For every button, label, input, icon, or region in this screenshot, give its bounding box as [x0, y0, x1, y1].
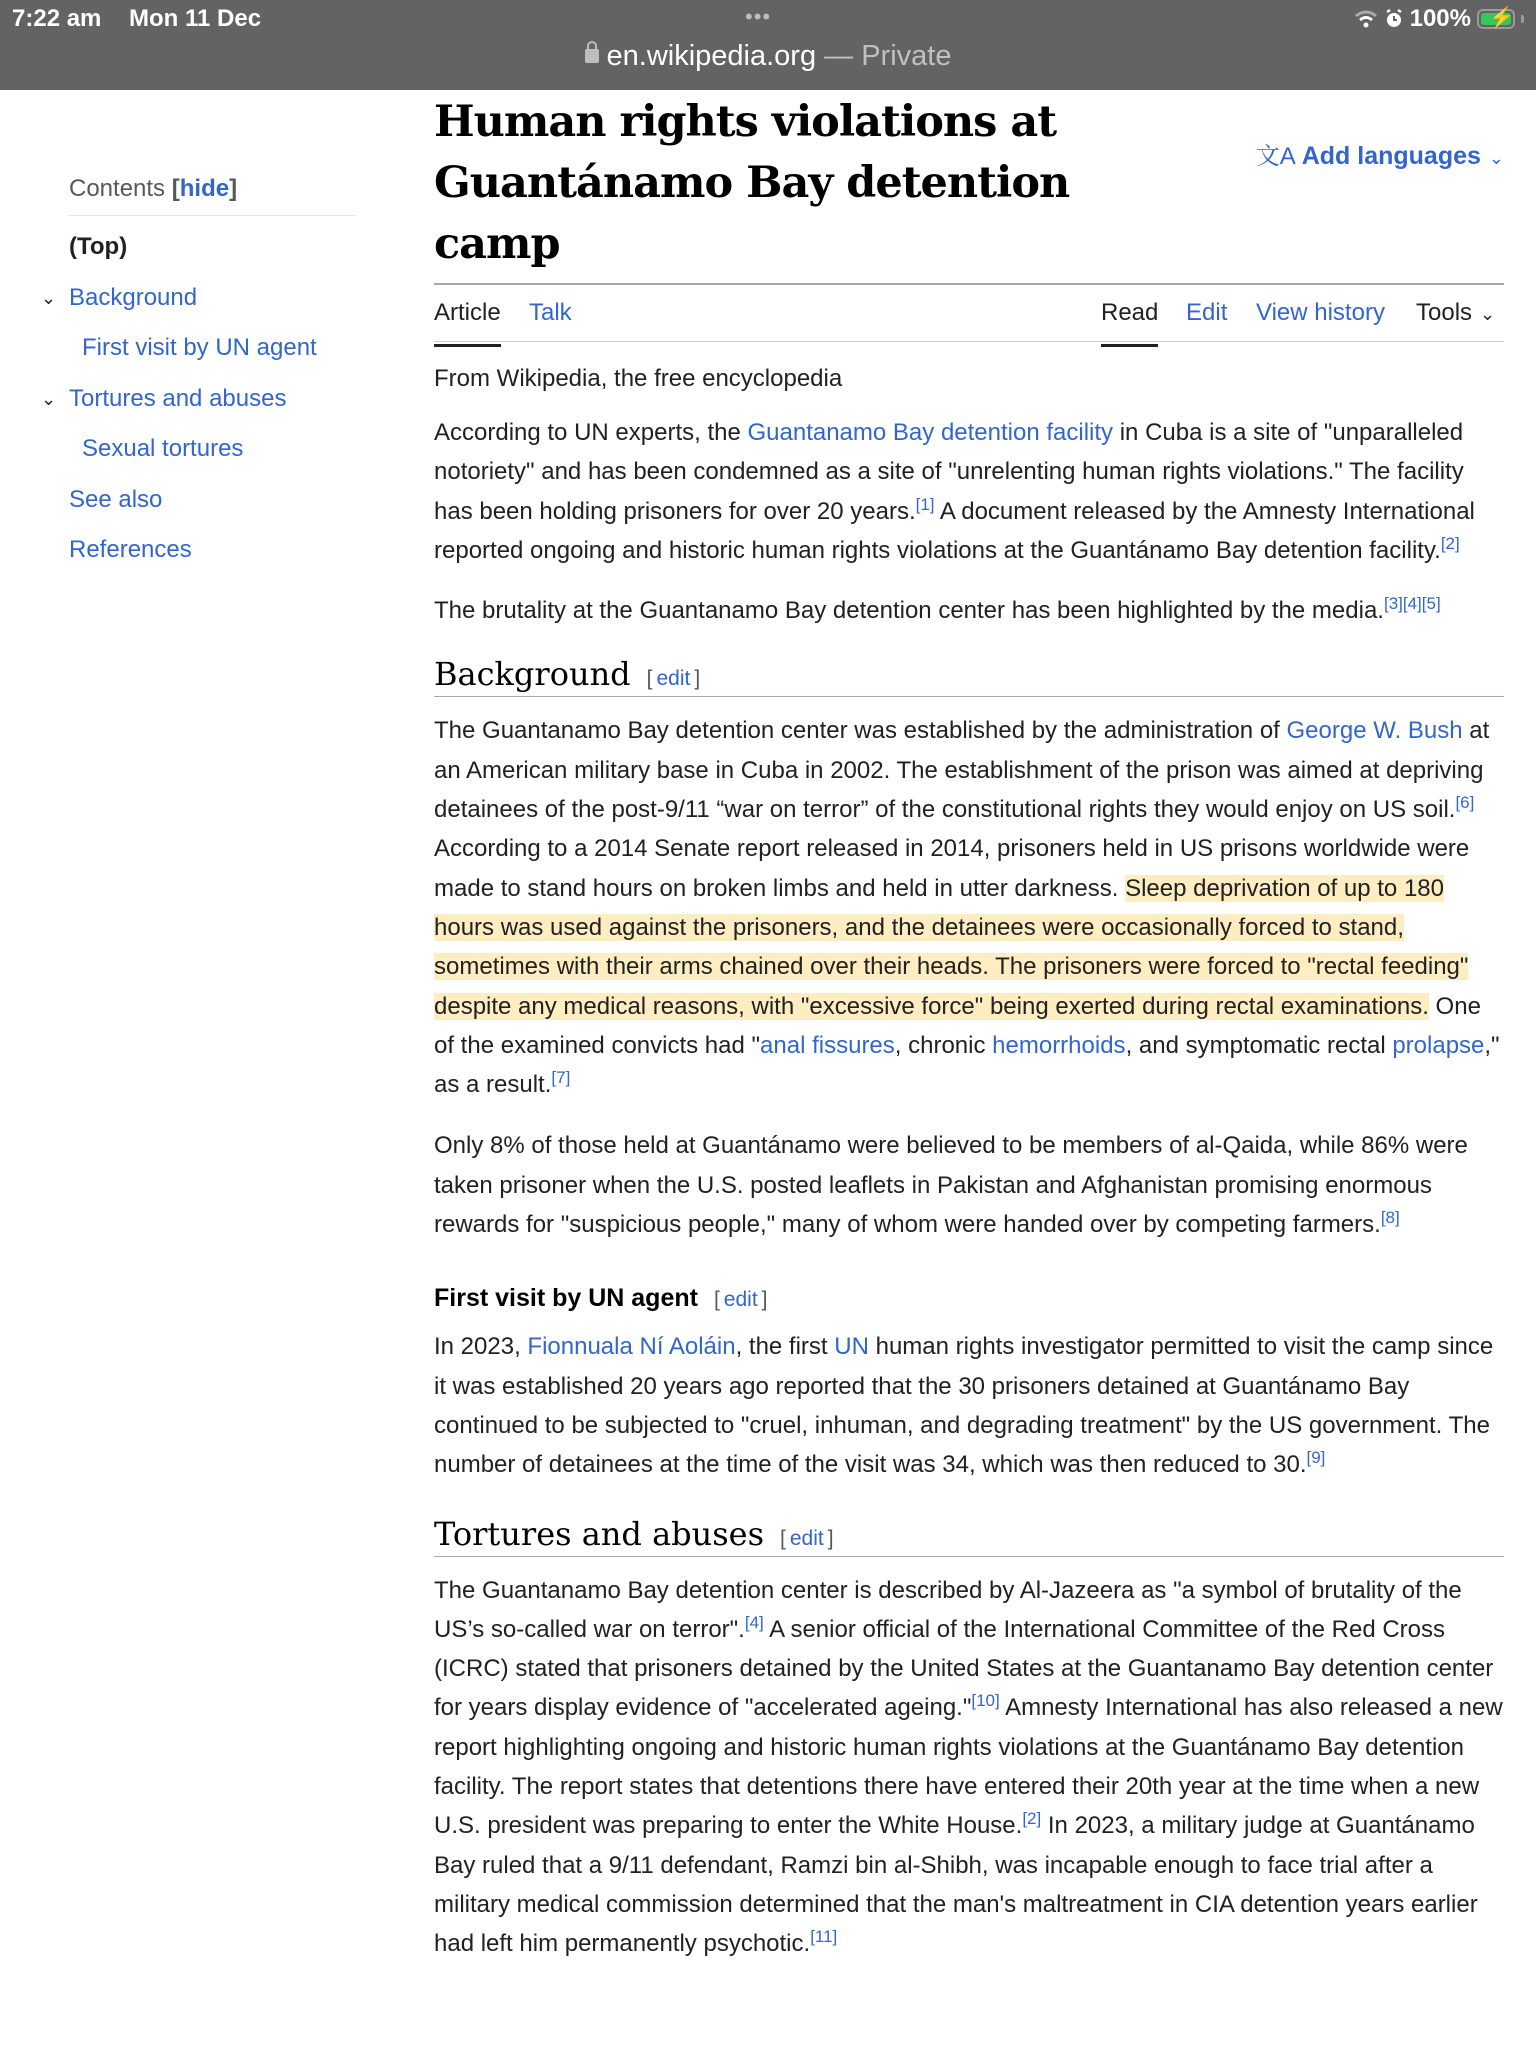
citation [1307, 1448, 1326, 1467]
toc-item-label: Tortures and abuses [69, 384, 287, 412]
citation [916, 495, 935, 514]
ref-9[interactable]: [9] [1306, 1448, 1326, 1468]
toc-bracket-open: [ [171, 175, 180, 202]
title-line-1: Human rights violations at [434, 97, 1057, 147]
intro-paragraph-1 [434, 413, 1504, 570]
chevron-down-icon: ⌄ [1480, 304, 1496, 324]
link-guantanamo-facility[interactable]: Guantanamo Bay detention facility [747, 419, 1114, 446]
edit-link[interactable]: edit [656, 667, 691, 691]
multitasking-dots[interactable]: ••• [745, 4, 772, 29]
text-run: Only 8% of those held at Guantánamo were believed to be members of al-Qaida, while 86% were taken prisoner when the U.S. posted leaflets in Pakistan and Afghanistan promising enormous rewards for "suspicious people," many of whom were handed over by competing farmers. [434, 1132, 1468, 1239]
page-title [434, 92, 1154, 275]
section-heading-background [434, 655, 1504, 697]
alarm-icon [1384, 8, 1404, 30]
status-time: 7:22 am [12, 5, 102, 32]
ref-1[interactable]: [1] [915, 494, 935, 514]
tagline: From Wikipedia, the free encyclopedia [434, 365, 843, 392]
text-run: One of the examined convicts had " [434, 992, 1481, 1059]
citation [1455, 793, 1474, 812]
text-run: According to a 2014 Senate report released in 2014, prisoners held in US prisons worldwide were made to stand hours on broken limbs and held in utter darkness. [434, 835, 1470, 902]
link-george-w-bush[interactable]: George W. Bush [1286, 717, 1463, 745]
tortures-paragraph [434, 1571, 1504, 1964]
text-run: A document released by the Amnesty International reported ongoing and historic human rights violations at the Guantánamo Bay detention facility. [434, 497, 1475, 564]
toc-item-top[interactable]: (Top) [69, 233, 128, 260]
highlighted-text: Sleep deprivation of up to 180 hours was used against the prisoners, and the detainees were occasionally forced to stand, sometimes with their arms chained over their heads. The prisoners were forced to "rectal feeding" despite any medical reasons, with "excessive force" being exerted during rectal examinations. [434, 874, 1469, 1020]
ref-10[interactable]: [10] [971, 1691, 1000, 1711]
text-run: In 2023, a military judge at Guantánamo Bay ruled that a 9/11 defendant, Ramzi bin al-Shibh, was incapable enough to face trial after a military medical commission determined that the man's maltreatment in CIA detention years earlier had left him permanently psychotic. [434, 1812, 1478, 1958]
ref-6[interactable]: [6] [1455, 793, 1475, 813]
background-paragraph-1 [434, 711, 1504, 1104]
lock-icon [585, 49, 599, 63]
edit-section-tortures: [ edit ] [780, 1526, 834, 1550]
link-fionnuala-ni-aolain[interactable]: Fionnuala Ní Aoláin [527, 1333, 736, 1361]
edit-section-first-visit: [ edit ] [713, 1288, 768, 1312]
url-host: en.wikipedia.org [606, 40, 817, 72]
toc-hide-button[interactable]: hide [179, 175, 230, 202]
text-run: First visit by UN agent [434, 1284, 698, 1313]
ref-5[interactable]: [5] [1421, 594, 1441, 614]
text-run: In 2023, [434, 1333, 528, 1361]
citation [1441, 534, 1460, 553]
link-un[interactable]: UN [834, 1333, 869, 1361]
status-bar [0, 0, 1536, 90]
tools-label: Tools [1416, 299, 1473, 326]
status-indicators [1354, 5, 1524, 33]
citation [1022, 1809, 1041, 1828]
toc-title: Contents [69, 175, 166, 202]
tab-article[interactable]: Article [434, 299, 501, 326]
text-run: The brutality at the Guantanamo Bay detention center has been highlighted by the media. [434, 597, 1384, 625]
text-run: , and symptomatic rectal [1125, 1031, 1393, 1059]
intro-paragraph-2 [434, 591, 1504, 630]
chevron-down-icon[interactable]: ⌄ [41, 388, 57, 409]
section-heading-first-visit [434, 1284, 1504, 1313]
text-run: Amnesty International has also released a new report highlighting ongoing and historic human rights violations at the Guantánamo Bay detention facility. The report states that detentions there have entered their 20th year at the time when a new U.S. president was preparing to enter the White House. [434, 1694, 1503, 1840]
citation [745, 1613, 764, 1632]
tab-talk[interactable]: Talk [529, 299, 572, 326]
citation [810, 1927, 837, 1946]
private-label: — Private [816, 40, 952, 72]
add-languages-button[interactable] [1256, 136, 1504, 171]
text-run: , the first [735, 1333, 835, 1361]
citation [551, 1068, 570, 1087]
translate-icon: 文A [1255, 143, 1296, 170]
chevron-down-icon[interactable]: ⌄ [41, 287, 57, 308]
toc-item-label: Background [69, 283, 198, 311]
address-bar[interactable] [0, 40, 1536, 73]
chevron-down-icon: ⌄ [1488, 148, 1504, 168]
tools-menu[interactable] [1416, 299, 1495, 327]
ref-7[interactable]: [7] [551, 1068, 571, 1088]
article [434, 92, 1504, 1964]
toc-item-see-also[interactable]: See also [69, 485, 163, 513]
toc-item-background[interactable] [41, 273, 355, 324]
tab-edit[interactable]: Edit [1186, 299, 1228, 326]
text-run: According to UN experts, the [434, 419, 748, 446]
battery-nub [1521, 15, 1524, 23]
text-run: in Cuba is a site of "unparalleled notoriety" and has been condemned as a site of "unrelenting human rights violations." The facility has been holding prisoners for over 20 years. [434, 419, 1464, 525]
status-date: Mon 11 Dec [129, 5, 262, 32]
toc-item-first-visit[interactable]: First visit by UN agent [82, 334, 317, 361]
ref-2[interactable]: [2] [1440, 533, 1460, 553]
text-run: Tortures and abuses [434, 1514, 765, 1553]
wifi-icon [1354, 9, 1378, 29]
toc-item-tortures[interactable] [41, 374, 355, 425]
text-run: The Guantanamo Bay detention center was established by the administration of [434, 717, 1287, 745]
battery-charging-icon: ⚡ [1477, 9, 1515, 29]
text-run: The Guantanamo Bay detention center is described by Al-Jazeera as "a symbol of brutality of the US’s so-called war on terror". [434, 1576, 1462, 1643]
title-line-2: Guantánamo Bay detention camp [434, 158, 1070, 269]
ref-2[interactable]: [2] [1022, 1809, 1042, 1829]
toc-item-references[interactable]: References [69, 536, 192, 563]
text-run: A senior official of the International Committee of the Red Cross (ICRC) stated that prisoners detained by the United States at the Guantanamo Bay detention center for years display evidence of "accelerated ageing." [434, 1615, 1494, 1722]
background-paragraph-2 [434, 1126, 1504, 1244]
link-hemorrhoids[interactable]: hemorrhoids [992, 1031, 1126, 1059]
edit-link[interactable]: edit [723, 1288, 758, 1312]
link-anal-fissures[interactable]: anal fissures [760, 1031, 895, 1059]
battery-percent: 100% [1409, 5, 1471, 32]
ref-11[interactable]: [11] [810, 1927, 838, 1947]
edit-link[interactable]: edit [789, 1526, 824, 1550]
toc-item-sexual-tortures[interactable]: Sexual tortures [82, 435, 244, 462]
text-run: human rights investigator permitted to visit the camp since it was established 20 years ago reported that the 30 prisoners detained at Guantánamo Bay continued to be subjected to "cruel, inhuman, and degrading treatment" by the US government. The number of detainees at the time of the visit was 34, which was then reduced to 30. [434, 1333, 1494, 1479]
edit-section-background: [ edit ] [646, 667, 701, 691]
first-visit-paragraph [434, 1327, 1504, 1484]
toc-bracket-close: ] [229, 175, 238, 202]
text-run: Background [434, 655, 631, 694]
ref-3[interactable]: [3] [1383, 594, 1403, 614]
page-tabs [434, 285, 1504, 342]
text-run: ," as a result. [434, 1031, 1500, 1099]
tab-read[interactable]: Read [1101, 299, 1159, 326]
ref-4[interactable]: [4] [744, 1612, 764, 1632]
table-of-contents [40, 175, 355, 576]
text-run: , chronic [894, 1031, 993, 1059]
citation [1384, 594, 1441, 613]
text-run: at an American military base in Cuba in 2002. The establishment of the prison was aimed at depriving detainees of the post-9/11 “war on terror” of the constitutional rights they would enjoy on US soil. [434, 717, 1490, 824]
citation [1381, 1208, 1400, 1227]
ref-8[interactable]: [8] [1380, 1208, 1400, 1228]
citation [971, 1691, 999, 1710]
tab-view-history[interactable]: View history [1256, 299, 1385, 326]
link-prolapse[interactable]: prolapse [1392, 1031, 1485, 1059]
ref-4[interactable]: [4] [1402, 594, 1422, 614]
add-languages-label: Add languages [1301, 142, 1481, 170]
section-heading-tortures [434, 1515, 1504, 1557]
toc-heading [69, 175, 355, 216]
